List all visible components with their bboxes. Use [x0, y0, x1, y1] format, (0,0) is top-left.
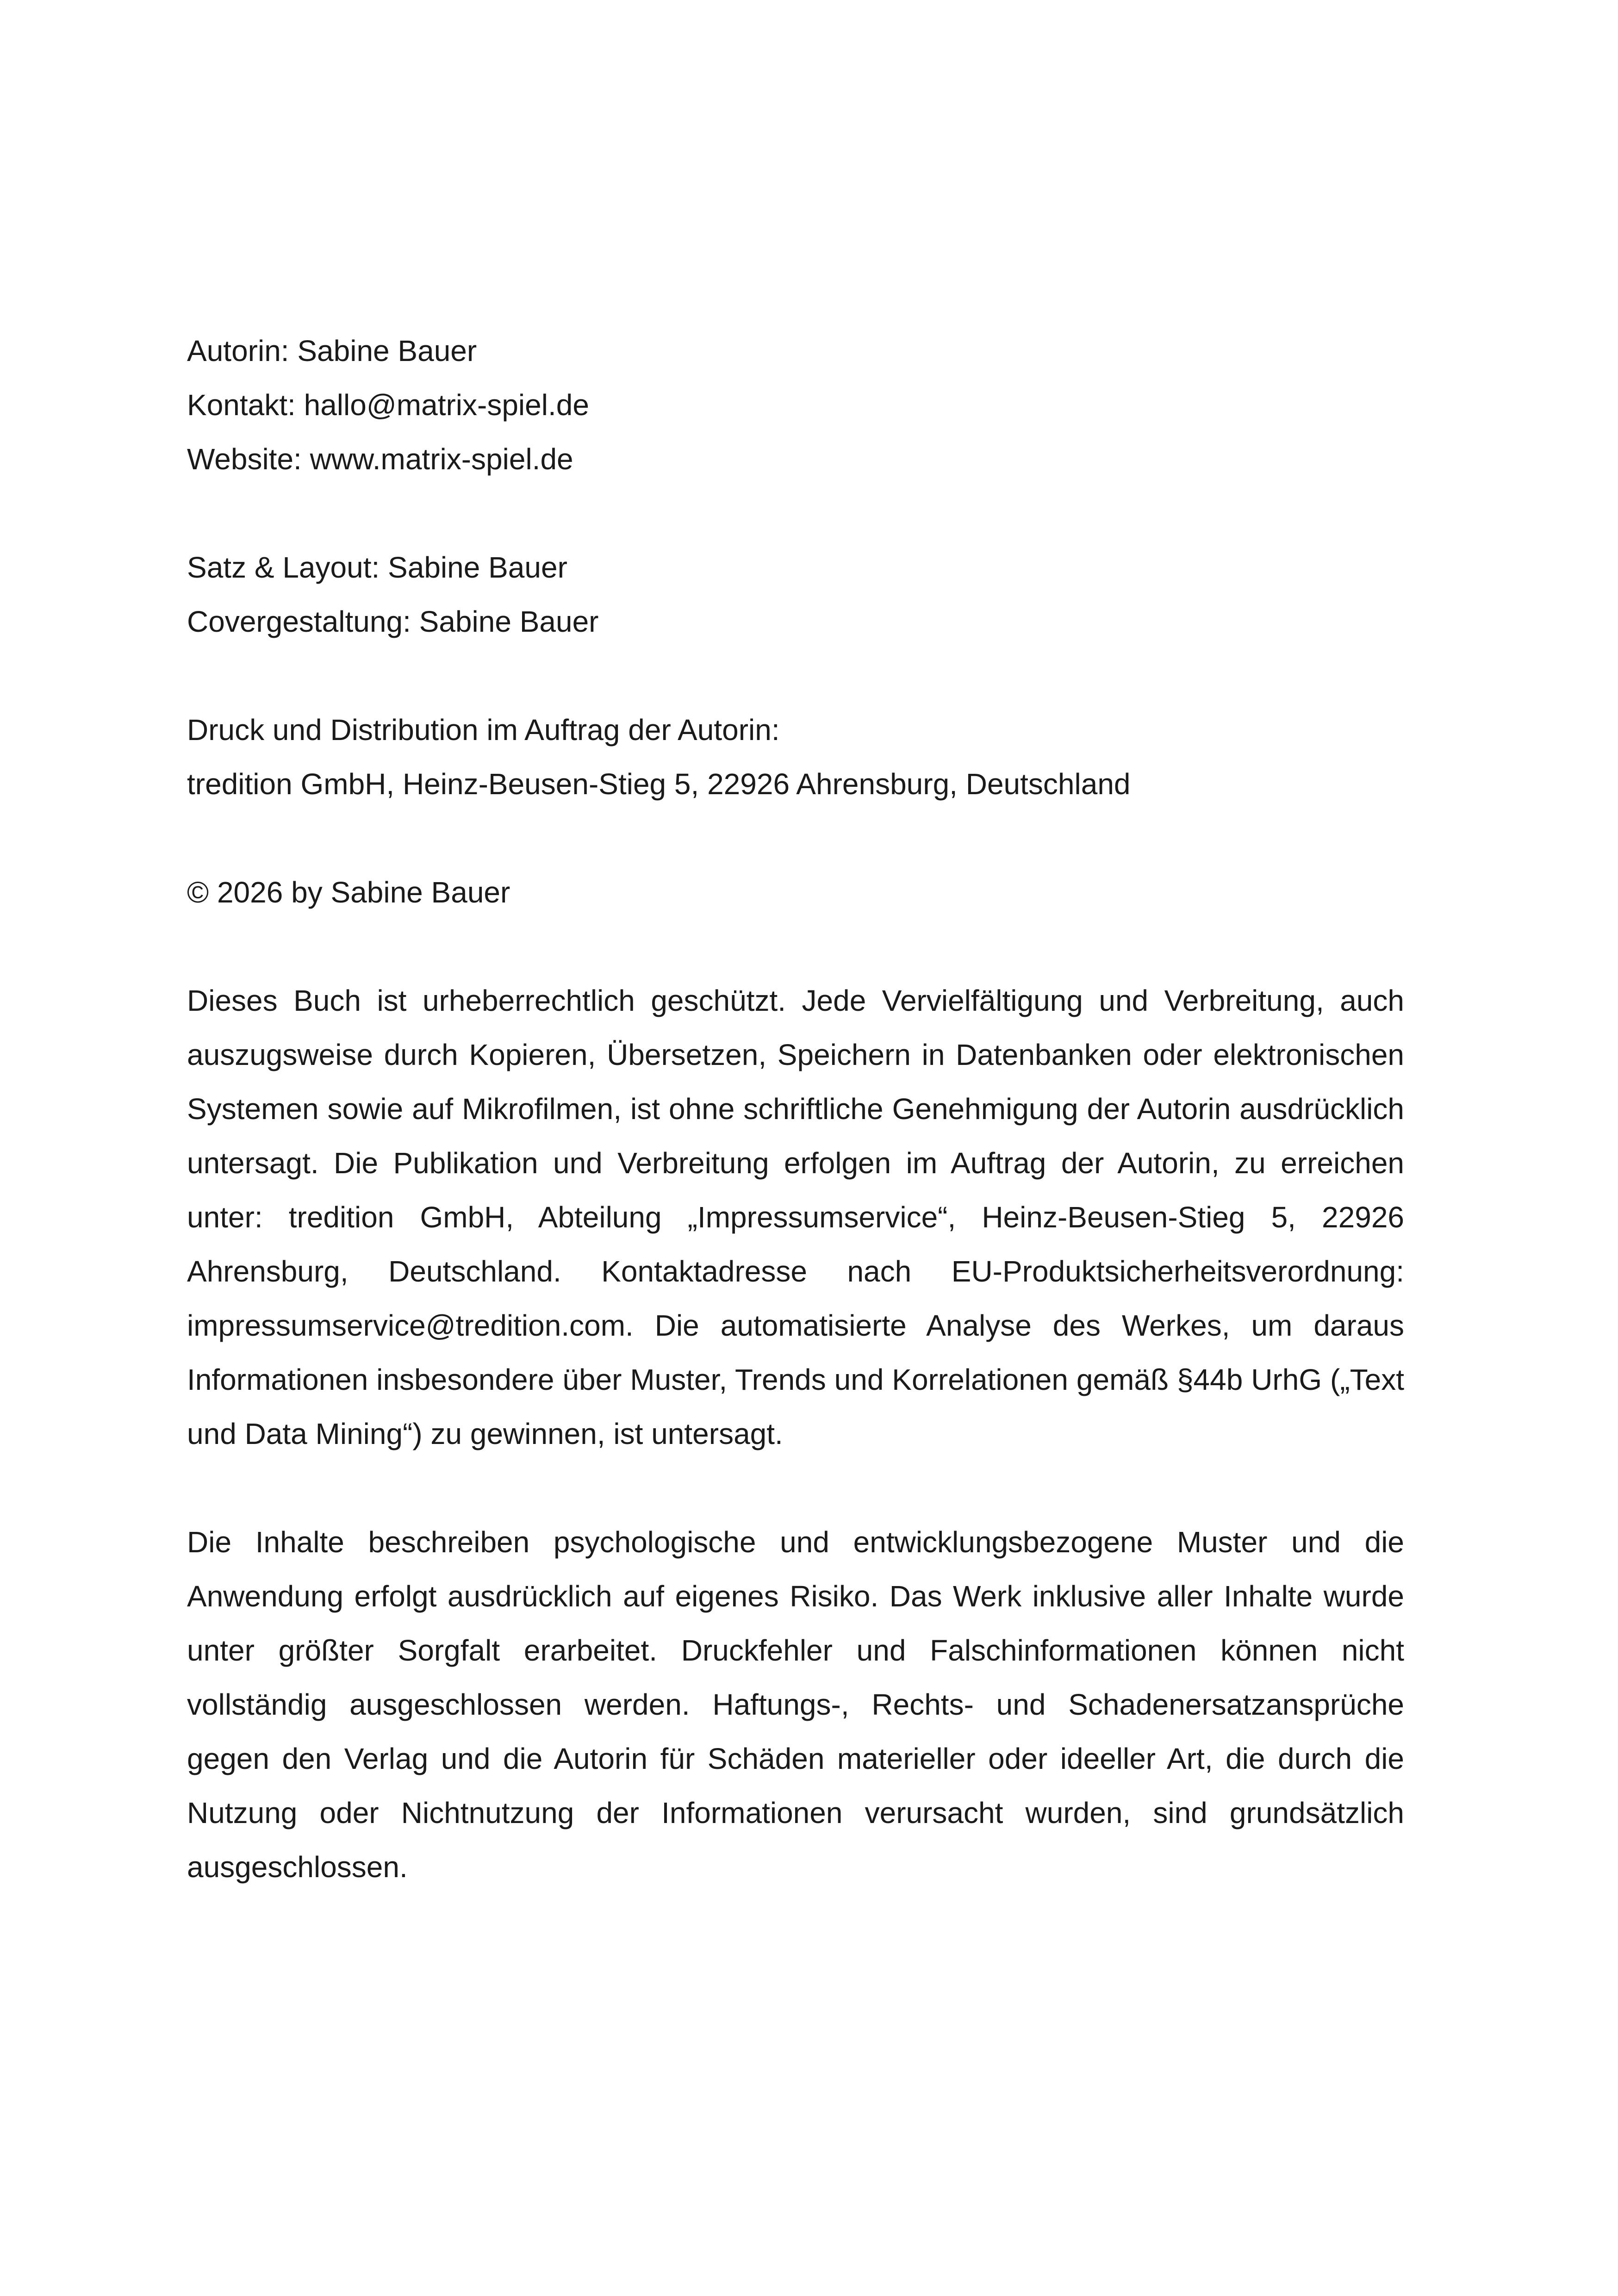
publisher-address: tredition GmbH, Heinz-Beusen-Stieg 5, 22926 Ahrensburg, Deutschland	[187, 767, 1131, 801]
copyright-line: © 2026 by Sabine Bauer	[187, 876, 510, 909]
contact-line: Kontakt: hallo@matrix-spiel.de	[187, 388, 589, 422]
cover-credit: Covergestaltung: Sabine Bauer	[187, 605, 599, 638]
website-line: Website: www.matrix-spiel.de	[187, 442, 573, 476]
disclaimer: Die Inhalte beschreiben psychologische und entwicklungsbezogene Muster und die Anwendung erfolgt ausdrücklich auf eigenes Risiko. Das Werk inklusive aller Inhalte wurde unter größter Sorgfalt erarbeitet. Druckfehler und Falschinformationen können nicht vollständig ausgeschlossen werden. Haftungs-, Rechts- und Schadenersatzansprüche gegen den Verlag und die Autorin für Schäden materieller oder ideeller Art, die durch die Nutzung oder Nichtnutzung der Informationen verursacht wurden, sind grundsätzlich ausgeschlossen.	[187, 1525, 1404, 1884]
author-line: Autorin: Sabine Bauer	[187, 334, 477, 367]
copyright-block	[187, 865, 1404, 920]
production-credits	[187, 541, 1404, 649]
imprint-page	[187, 324, 1404, 1948]
distribution-info	[187, 703, 1404, 811]
legal-notice: Dieses Buch ist urheberrechtlich geschützt. Jede Vervielfältigung und Verbreitung, auch auszugsweise durch Kopieren, Übersetzen, Speichern in Datenbanken oder elektronischen Systemen sowie auf Mikrofilmen, ist ohne schriftliche Genehmigung der Autorin ausdrücklich untersagt. Die Publikation und Verbreitung erfolgen im Auftrag der Autorin, zu erreichen unter: tredition GmbH, Abteilung „Impressumservice“, Heinz-Beusen-Stieg 5, 22926 Ahrensburg, Deutschland. Kontaktadresse nach EU-Produktsicherheitsverordnung: impressumservice@tredition.com. Die automatisierte Analyse des Werkes, um daraus Informationen insbesondere über Muster, Trends und Korrelationen gemäß §44b UrhG („Text und Data Mining“) zu gewinnen, ist untersagt.	[187, 984, 1404, 1450]
author-credits	[187, 324, 1404, 486]
distribution-heading: Druck und Distribution im Auftrag der Autorin:	[187, 713, 780, 747]
layout-credit: Satz & Layout: Sabine Bauer	[187, 551, 567, 584]
